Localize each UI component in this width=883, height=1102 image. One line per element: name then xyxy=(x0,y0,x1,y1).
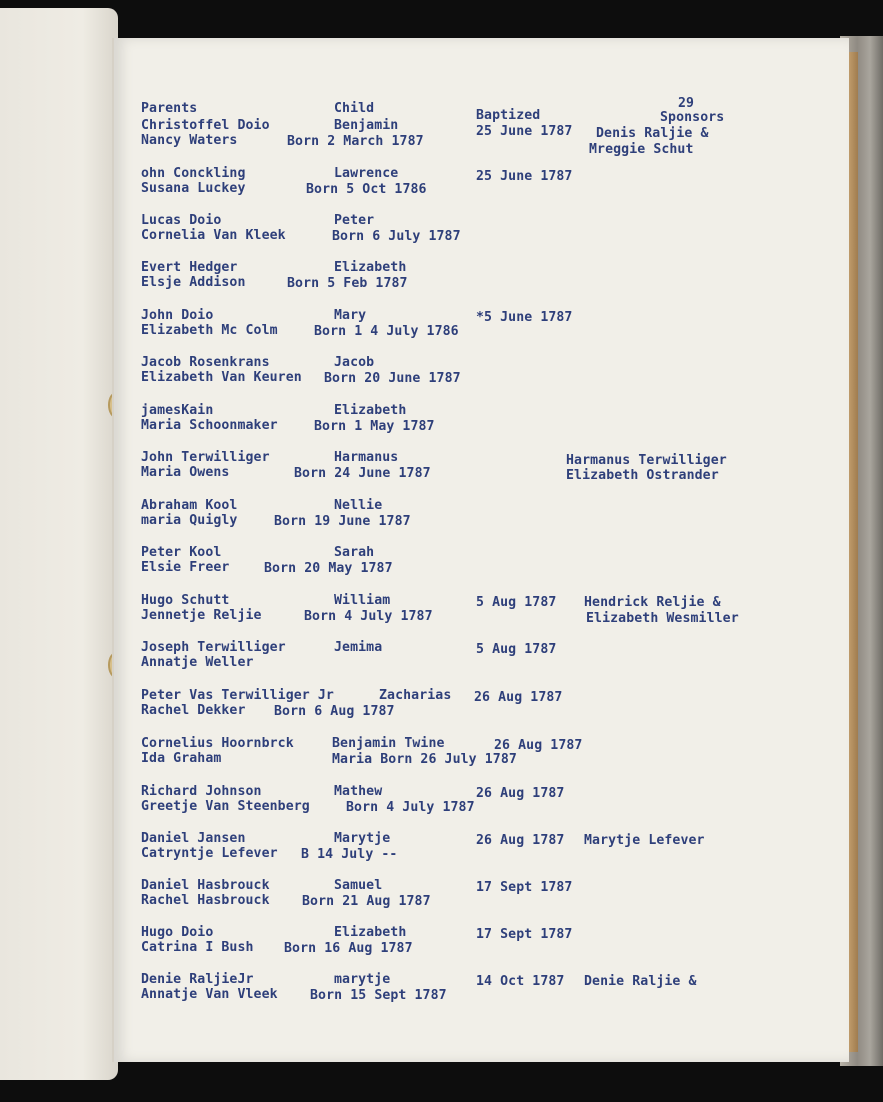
entry-father: Peter Kool xyxy=(141,545,222,560)
entry-baptized: 17 Sept 1787 xyxy=(476,927,573,942)
entry-child: marytje xyxy=(334,972,391,987)
entry-born: Born 21 Aug 1787 xyxy=(302,894,431,909)
entry-child: Elizabeth xyxy=(334,403,407,418)
entry-child: Sarah xyxy=(334,545,375,560)
entry-sponsors: Mreggie Schut xyxy=(589,142,694,157)
header-child: Child xyxy=(334,101,375,116)
entry-child: Elizabeth xyxy=(334,925,407,940)
entry-father: Richard Johnson xyxy=(141,784,262,799)
entry-mother: Ida Graham xyxy=(141,751,222,766)
entry-sponsors: Elizabeth Ostrander xyxy=(566,468,719,483)
entry-mother: Catryntje Lefever xyxy=(141,846,278,861)
header-parents: Parents xyxy=(141,101,198,116)
entry-baptized: 26 Aug 1787 xyxy=(494,738,583,753)
entry-born: Born 16 Aug 1787 xyxy=(284,941,413,956)
entry-father: Jacob Rosenkrans xyxy=(141,355,270,370)
entry-born: Born 6 July 1787 xyxy=(332,229,461,244)
entry-mother: Elizabeth Van Keuren xyxy=(141,370,302,385)
entry-born: Born 15 Sept 1787 xyxy=(310,988,447,1003)
entry-mother: maria Quigly xyxy=(141,513,238,528)
page-number: 29 xyxy=(678,96,695,111)
entry-child: Samuel xyxy=(334,878,383,893)
entry-father: John Terwilliger xyxy=(141,450,270,465)
entry-sponsors: Harmanus Terwilliger xyxy=(566,453,727,468)
entry-child: Jemima xyxy=(334,640,383,655)
entry-born: Born 24 June 1787 xyxy=(294,466,431,481)
entry-baptized: 26 Aug 1787 xyxy=(474,690,563,705)
entry-mother: Elsje Addison xyxy=(141,275,246,290)
entry-child: Nellie xyxy=(334,498,383,513)
entry-mother: Elsie Freer xyxy=(141,560,230,575)
typed-page xyxy=(112,38,849,1062)
entry-mother: Annatje Van Vleek xyxy=(141,987,278,1002)
entry-father: Peter Vas Terwilliger Jr xyxy=(141,688,334,703)
entry-child: Zacharias xyxy=(379,688,452,703)
entry-father: Cornelius Hoornbrck xyxy=(141,736,294,751)
entry-baptized: 25 June 1787 xyxy=(476,124,573,139)
entry-mother: Jennetje Reljie xyxy=(141,608,262,623)
entry-sponsors: Hendrick Reljie & xyxy=(584,595,721,610)
entry-child: Mathew xyxy=(334,784,383,799)
entry-mother: Susana Luckey xyxy=(141,181,246,196)
entry-father: Abraham Kool xyxy=(141,498,238,513)
entry-child: Harmanus xyxy=(334,450,399,465)
entry-baptized: 5 Aug 1787 xyxy=(476,595,557,610)
entry-father: Daniel Jansen xyxy=(141,831,246,846)
entry-father: Daniel Hasbrouck xyxy=(141,878,270,893)
entry-sponsors: Marytje Lefever xyxy=(584,833,705,848)
entry-father: Denie RaljieJr xyxy=(141,972,254,987)
entry-child: William xyxy=(334,593,391,608)
entry-mother: Greetje Van Steenberg xyxy=(141,799,310,814)
entry-born: Born 4 July 1787 xyxy=(346,800,475,815)
entry-mother: Rachel Hasbrouck xyxy=(141,893,270,908)
entry-baptized: *5 June 1787 xyxy=(476,310,573,325)
entry-child: Jacob xyxy=(334,355,375,370)
entry-sponsors: Denis Raljie & xyxy=(596,126,709,141)
entry-born: Born 1 May 1787 xyxy=(314,419,435,434)
entry-child: Mary xyxy=(334,308,367,323)
entry-mother: Nancy Waters xyxy=(141,133,238,148)
entry-born: Born 2 March 1787 xyxy=(287,134,424,149)
entry-born: B 14 July -- xyxy=(301,847,398,862)
entry-child: Benjamin xyxy=(334,118,399,133)
entry-father: ohn Conckling xyxy=(141,166,246,181)
entry-born: Born 20 May 1787 xyxy=(264,561,393,576)
entry-baptized: 5 Aug 1787 xyxy=(476,642,557,657)
entry-father: Hugo Schutt xyxy=(141,593,230,608)
entry-mother: Annatje Weller xyxy=(141,655,254,670)
entry-sponsors: Denie Raljie & xyxy=(584,974,697,989)
entry-father: John Doio xyxy=(141,308,214,323)
entry-born: Born 6 Aug 1787 xyxy=(274,704,395,719)
entry-baptized: 25 June 1787 xyxy=(476,169,573,184)
entry-child: Benjamin Twine xyxy=(332,736,445,751)
entry-mother: Rachel Dekker xyxy=(141,703,246,718)
header-baptized: Baptized xyxy=(476,108,541,123)
entry-mother: Elizabeth Mc Colm xyxy=(141,323,278,338)
entry-mother: Maria Schoonmaker xyxy=(141,418,278,433)
entry-baptized: 26 Aug 1787 xyxy=(476,833,565,848)
entry-child: Peter xyxy=(334,213,375,228)
entry-father: Hugo Doio xyxy=(141,925,214,940)
header-sponsors: Sponsors xyxy=(660,110,725,125)
entry-born: Born 19 June 1787 xyxy=(274,514,411,529)
entry-born: Maria Born 26 July 1787 xyxy=(332,752,517,767)
entry-mother: Maria Owens xyxy=(141,465,230,480)
entry-father: Lucas Doio xyxy=(141,213,222,228)
entry-born: Born 1 4 July 1786 xyxy=(314,324,459,339)
entry-born: Born 4 July 1787 xyxy=(304,609,433,624)
entry-child: Elizabeth xyxy=(334,260,407,275)
entry-born: Born 5 Oct 1786 xyxy=(306,182,427,197)
entry-born: Born 20 June 1787 xyxy=(324,371,461,386)
left-page-edge xyxy=(0,8,118,1080)
entry-father: Joseph Terwilliger xyxy=(141,640,286,655)
entry-baptized: 26 Aug 1787 xyxy=(476,786,565,801)
entry-father: Christoffel Doio xyxy=(141,118,270,133)
entry-child: Lawrence xyxy=(334,166,399,181)
entry-mother: Catrina I Bush xyxy=(141,940,254,955)
entry-father: Evert Hedger xyxy=(141,260,238,275)
entry-sponsors: Elizabeth Wesmiller xyxy=(586,611,739,626)
entry-baptized: 14 Oct 1787 xyxy=(476,974,565,989)
entry-mother: Cornelia Van Kleek xyxy=(141,228,286,243)
entry-father: jamesKain xyxy=(141,403,214,418)
entry-child: Marytje xyxy=(334,831,391,846)
entry-born: Born 5 Feb 1787 xyxy=(287,276,408,291)
entry-baptized: 17 Sept 1787 xyxy=(476,880,573,895)
